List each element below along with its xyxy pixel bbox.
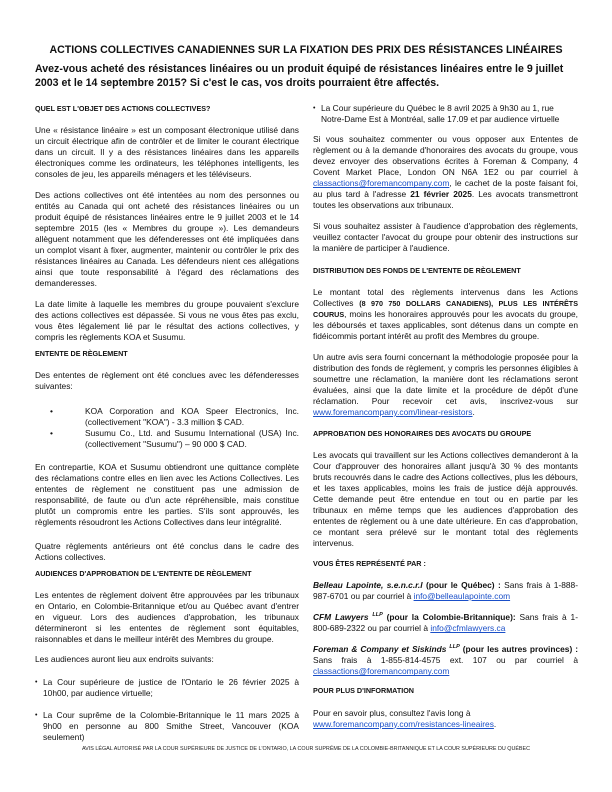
firm-contact: Sans frais à 1-888-987-6701 ou par courriel à — [313, 580, 578, 602]
text: Le montant total des règlements intervenus dans les Actions Collectives — [313, 287, 578, 309]
section-heading-settlement — [35, 348, 299, 359]
paragraph: Quatre règlements antérieurs ont été conclus dans le cadre des Actions collectives. — [35, 540, 299, 562]
left-column — [35, 103, 299, 753]
list-item: • KOA Corporation and KOA Speer Electronics, Inc. (collectivement "KOA") - 3.3 million $ CAD. — [35, 406, 299, 428]
list-item: • La Cour supérieure du Québec le 8 avril 2025 à 9h30 au 1, rue Notre-Dame Est à Montréal, salle 17.09 et par audience virtuelle — [313, 103, 578, 125]
hearings-list — [35, 677, 299, 742]
paragraph: Les ententes de règlement doivent être approuvées par les tribunaux en Ontario, en Colombie-Britannique et/ou au Québec avant d'entrer en vigueur. Lors des audiences d'approbation, les tribunaux détermineront si les ententes de règlement sont équitables, raisonnables et dans le meilleur intérêt des Membres du groupe. — [35, 589, 299, 644]
footer-authorization: AVIS LÉGAL AUTORISÉ PAR LA COUR SUPÉRIEURE DE JUSTICE DE L'ONTARIO, LA COUR SUPRÊME DE LA COLOMBIE-BRITANNIQUE ET LA COUR SUPÉRIEURE DU QUÉBEC — [81, 746, 531, 752]
firm-suffix: LLP — [372, 612, 383, 619]
text: , le cachet de la poste faisant foi, au plus tard à l'adresse — [313, 178, 578, 200]
heading-text: VOUS ÊTES REPRÉSENTÉ PAR : — [313, 559, 426, 569]
firm-foreman-siskinds — [313, 644, 578, 677]
email-link[interactable]: info@belleaulapointe.com — [413, 591, 511, 602]
right-column — [313, 103, 578, 739]
text: , moins les honoraires approuvés pour les avocats du groupe, les déboursés et taxes applicables, sont détenus dans un compte en fidéicommis portant intérêt au profit des Membres du groupe. — [313, 309, 578, 342]
heading-text: DISTRIBUTION DES FONDS DE L'ENTENTE DE RÈGLEMENT — [313, 266, 521, 276]
email-link[interactable]: classactions@foremancompany.com — [313, 178, 450, 189]
firm-region: (pour le Québec) : — [422, 580, 501, 591]
firm-name: CFM Lawyers — [313, 612, 369, 623]
firm-name: Foreman & Company et Siskinds — [313, 644, 447, 655]
notice-paragraph — [313, 352, 578, 418]
firm-contact: Sans frais à 1-855-814-4575 ext. 107 ou par courriel à — [313, 655, 578, 666]
heading-text: APPROBATION DES HONORAIRES DES AVOCATS DU GROUPE — [313, 428, 532, 438]
deadline-date: 21 février 2025 — [410, 189, 472, 200]
paragraph: Les audiences auront lieu aux endroits suivants: — [35, 654, 214, 665]
text: Si vous souhaitez commenter ou vous opposer aux Ententes de règlement ou à la demande d'honoraires des avocats du groupe, vous devez envoyer des observations écrites à Foreman & Company, 4 Covent Market Place, London ON N6A 1E2 ou par courriel à — [313, 134, 578, 178]
paragraph: Si vous souhaitez assister à l'audience d'approbation des règlements, veuillez contacter l'avocat du groupe pour obtenir des instructions sur la manière de participer à l'audience. — [313, 220, 578, 254]
heading-text: POUR PLUS D'INFORMATION — [313, 686, 414, 696]
text: Pour en savoir plus, consultez l'avis long à — [313, 707, 471, 718]
heading-text: AUDIENCES D'APPROBATION DE L'ENTENTE DE RÈGLEMENT — [35, 568, 252, 578]
paragraph: Des ententes de règlement ont été conclues avec les défenderesses suivantes: — [35, 369, 299, 391]
section-heading-hearings — [35, 568, 299, 579]
registration-link[interactable]: www.foremancompany.com/linear-resistors — [313, 407, 473, 418]
section-heading-distribution — [313, 265, 578, 276]
firm-belleau — [313, 580, 578, 602]
firm-contact: Sans frais à 1-800-689-2322 ou par courriel à — [313, 612, 578, 634]
firm-suffix: LLP — [449, 644, 460, 651]
firm-name: Belleau Lapointe, s.e.n.c.r.l — [313, 580, 423, 591]
objection-paragraph — [313, 134, 578, 211]
email-link[interactable]: info@cfmlawyers.ca — [430, 623, 506, 634]
firm-cfm — [313, 612, 578, 634]
distribution-paragraph — [313, 287, 578, 342]
paragraph: La date limite à laquelle les membres du groupe pouvaient s'exclure des actions collectives est dépassée. Si vous ne vous êtes pas exclu, vous êtes légalement lié par le résultat des actions collectives, y compris les règlements KOA et Susumu. — [35, 298, 299, 342]
paragraph: Des actions collectives ont été intentées au nom des personnes ou entités au Canada qui ont acheté des résistances linéaires ou un produit équipé de résistances linéaires entre le 9 juillet 2003 et le 14 septembre 2015 (les « Membres du groupe »). Les demandeurs allèguent notamment que les défenderesses ont été impliquées dans un complot visant à fixer, augmenter, maintenir ou contrôler le prix des résistances linéaires au Canada. Les défendeurs nient ces allégations ainsi que toute responsabilité à l'égard des réclamations des demanderesses. — [35, 189, 299, 289]
text: . Les avocats transmettront toutes les observations aux tribunaux. — [313, 189, 578, 211]
firm-region: (pour les autres provinces) : — [459, 644, 579, 655]
more-info-paragraph — [313, 708, 578, 730]
text: . — [493, 718, 497, 729]
document-title: ACTIONS COLLECTIVES CANADIENNES SUR LA FIXATION DES PRIX DES RÉSISTANCES LINÉAIRES — [49, 44, 563, 56]
settlement-amount: (8 970 750 DOLLARS CANADIENS), PLUS LES INTÉRÊTS COURUS — [313, 299, 578, 320]
text: . — [472, 407, 475, 418]
section-heading-fees — [313, 428, 578, 439]
section-heading-represented — [313, 558, 578, 569]
document-subtitle: Avez-vous acheté des résistances linéaires ou un produit équipé de résistances linéaires entre le 9 juillet 2003 et le 14 septembre 2015? Si c'est le cas, vos droits pourraient être affectés. — [35, 63, 564, 89]
text: Un autre avis sera fourni concernant la méthodologie proposée pour la distribution des fonds de règlement, y compris les personnes éligibles à soumettre une réclamation, la manière dont les réclamations seront évaluées, ainsi que la date limite et la procédure de dépôt d'une réclamation. Pour recevoir cet avis, inscrivez-vous sur — [313, 351, 578, 407]
paragraph: Les avocats qui travaillent sur les Actions collectives demanderont à la Cour d'approuver des honoraires allant jusqu'à 30 % des montants bruts recouvrés dans le cadre des Actions collectives, plus les débours, et les taxes applicables, moins les frais de justice déjà approuvés. Cette demande peut être entendue en tout ou en partie par les tribunaux en même temps que les audiences d'approbation des ententes de règlement ou à une date ultérieure. En cas d'approbation, ce montant sera prélevé sur le montant total des règlements intervenus. — [313, 449, 578, 549]
email-link[interactable]: classactions@foremancompany.com — [313, 666, 450, 677]
heading-text: QUEL EST L'OBJET DES ACTIONS COLLECTIVES? — [35, 104, 211, 113]
paragraph: En contrepartie, KOA et Susumu obtiendront une quittance complète des réclamations contre elles en lien avec les Actions Collectives. Les ententes de règlement ne constituent pas une admission de responsabilité, de faute ou d'un acte répréhensible, mais constitue plutôt un compromis entre les parties. S'ils sont approuvés, les règlements résoudront les Actions Collectives dans leur intégralité. — [35, 462, 299, 528]
list-item: • La Cour suprême de la Colombie-Britannique le 11 mars 2025 à 9h00 en personne au 800 Smithe Street, Vancouver (KOA seulement) — [35, 710, 299, 743]
hearings-list-continued — [313, 103, 578, 125]
firm-region: (pour la Colombie-Britannique): — [382, 612, 516, 623]
defendants-list — [35, 406, 299, 450]
section-heading-more-info — [313, 685, 578, 696]
long-notice-link[interactable]: www.foremancompany.com/resistances-lineaires — [313, 718, 494, 729]
heading-text: ENTENTE DE RÈGLEMENT — [35, 348, 128, 358]
paragraph: Une « résistance linéaire » est un composant électronique utilisé dans un circuit électrique afin de contrôler et de limiter le courant électrique dans un circuit. Il y a des résistances linéaires dans les appareils électroniques comme les ordinateurs, les téléphones intelligents, les consoles de jeu, les appareils ménagers et les téléviseurs. — [35, 125, 299, 180]
list-item: • Susumu Co., Ltd. and Susumu International (USA) Inc. (collectivement "Susumu") – 90 000 $ CAD. — [35, 428, 299, 450]
section-heading-purpose — [35, 103, 299, 114]
list-item: • La Cour supérieure de justice de l'Ontario le 26 février 2025 à 10h00, par audience virtuelle; — [35, 677, 299, 699]
